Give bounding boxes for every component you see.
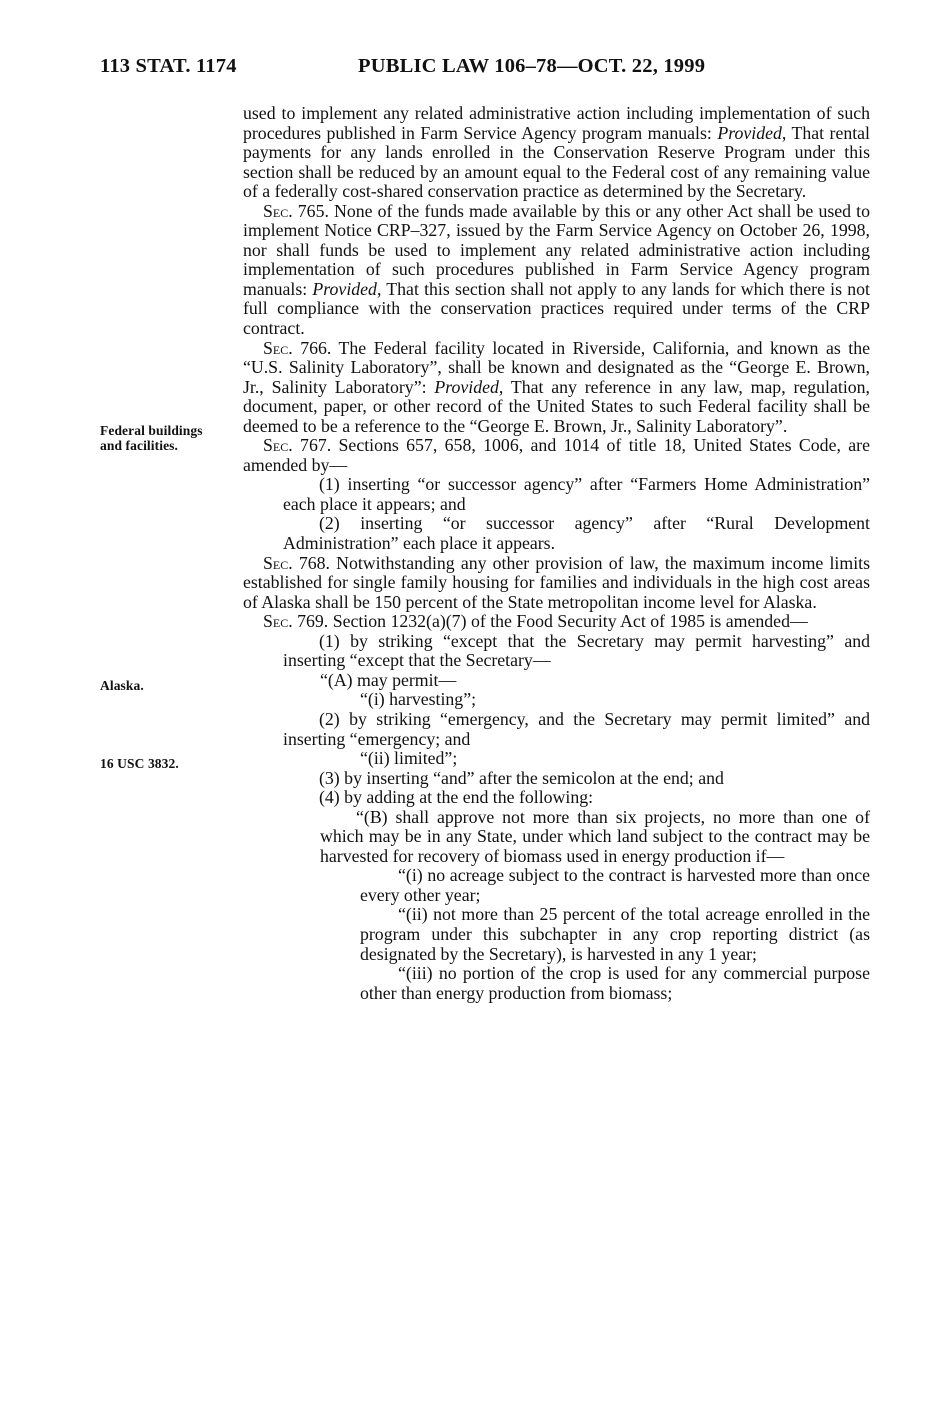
section-765: Sec. 765. None of the funds made available by this or any other Act shall be used to implement Notice CRP–327, issued by the Farm Service Agency on October 26, 1998, nor shall funds be used to implement any related administrative action including implementation of such procedures published in Farm Service Agency program manuals: Provided, That this section shall not apply to any lands for which there is not full compliance with the conservation practices required under terms of the CRP contract. xyxy=(243,200,870,339)
section-769-sub-b-iii: “(iii) no portion of the crop is used for any commercial purpose other than energy production from biomass; xyxy=(360,963,870,1003)
paragraph-continuation: used to implement any related administrative action including implementation of such procedures published in Farm Service Agency program manuals: Provided, That rental payments for any lands enrolled in the Conservation Reserve Program under this section shall be reduced by an amount equal to the Federal cost of any remaining value of a federally cost-shared conservation practice as determined by the Secretary. xyxy=(243,103,870,202)
section-769-sub-b-ii: “(ii) not more than 25 percent of the total acreage enrolled in the program under this subchapter in any crop reporting district (as designated by the Secretary), is harvested in any 1 year; xyxy=(360,904,870,964)
section-769-item-2: (2) by striking “emergency, and the Secretary may permit limited” and inserting “emergency; and xyxy=(283,708,870,749)
margin-note-usc: 16 USC 3832. xyxy=(100,756,179,771)
margin-note-federal-buildings: Federal buildings and facilities. xyxy=(100,423,203,453)
section-769-sub-b: “(B) shall approve not more than six projects, no more than one of which may be in any State, under which land subject to the contract may be harvested for recovery of biomass used in energy production if— xyxy=(320,806,870,866)
section-769-item-1: (1) by striking “except that the Secretary may permit harvesting” and inserting “except that the Secretary— xyxy=(283,630,870,671)
section-767: Sec. 767. Sections 657, 658, 1006, and 1014 of title 18, United States Code, are amended by— xyxy=(243,435,870,475)
section-767-item-2: (2) inserting “or successor agency” after “Rural Development Administration” each place it appears. xyxy=(283,513,870,554)
section-769-sub-a: “(A) may permit— xyxy=(320,669,457,690)
section-769-sub-b-i: “(i) no acreage subject to the contract is harvested more than once every other year; xyxy=(360,865,870,905)
section-769-sub-a-i: “(i) harvesting”; xyxy=(360,689,477,710)
section-767-item-1: (1) inserting “or successor agency” after “Farmers Home Administration” each place it appears; and xyxy=(283,474,870,514)
section-769-item-3: (3) by inserting “and” after the semicolon at the end; and xyxy=(319,767,724,788)
page-header xyxy=(100,55,870,85)
section-766: Sec. 766. The Federal facility located in Riverside, California, and known as the “U.S. Salinity Laboratory”, shall be known and designated as the “George E. Brown, Jr., Salinity Laboratory”: Provided, That any reference in any law, map, regulation, document, paper, or other record of the United States to such Federal facility shall be deemed to be a reference to the “George E. Brown, Jr., Salinity Laboratory”. xyxy=(243,337,870,436)
section-768: Sec. 768. Notwithstanding any other provision of law, the maximum income limits established for single family housing for families and individuals in the high cost areas of Alaska shall be 150 percent of the State metropolitan income level for Alaska. xyxy=(243,552,870,612)
margin-note-alaska: Alaska. xyxy=(100,678,144,693)
section-769-sub-a-ii: “(ii) limited”; xyxy=(360,748,458,769)
stat-citation: 113 STAT. 1174 xyxy=(100,55,237,77)
body-text xyxy=(243,104,870,1003)
law-title: PUBLIC LAW 106–78—OCT. 22, 1999 xyxy=(358,55,706,77)
section-769-item-4: (4) by adding at the end the following: xyxy=(319,787,594,808)
section-769: Sec. 769. Section 1232(a)(7) of the Food Security Act of 1985 is amended— xyxy=(263,611,808,632)
